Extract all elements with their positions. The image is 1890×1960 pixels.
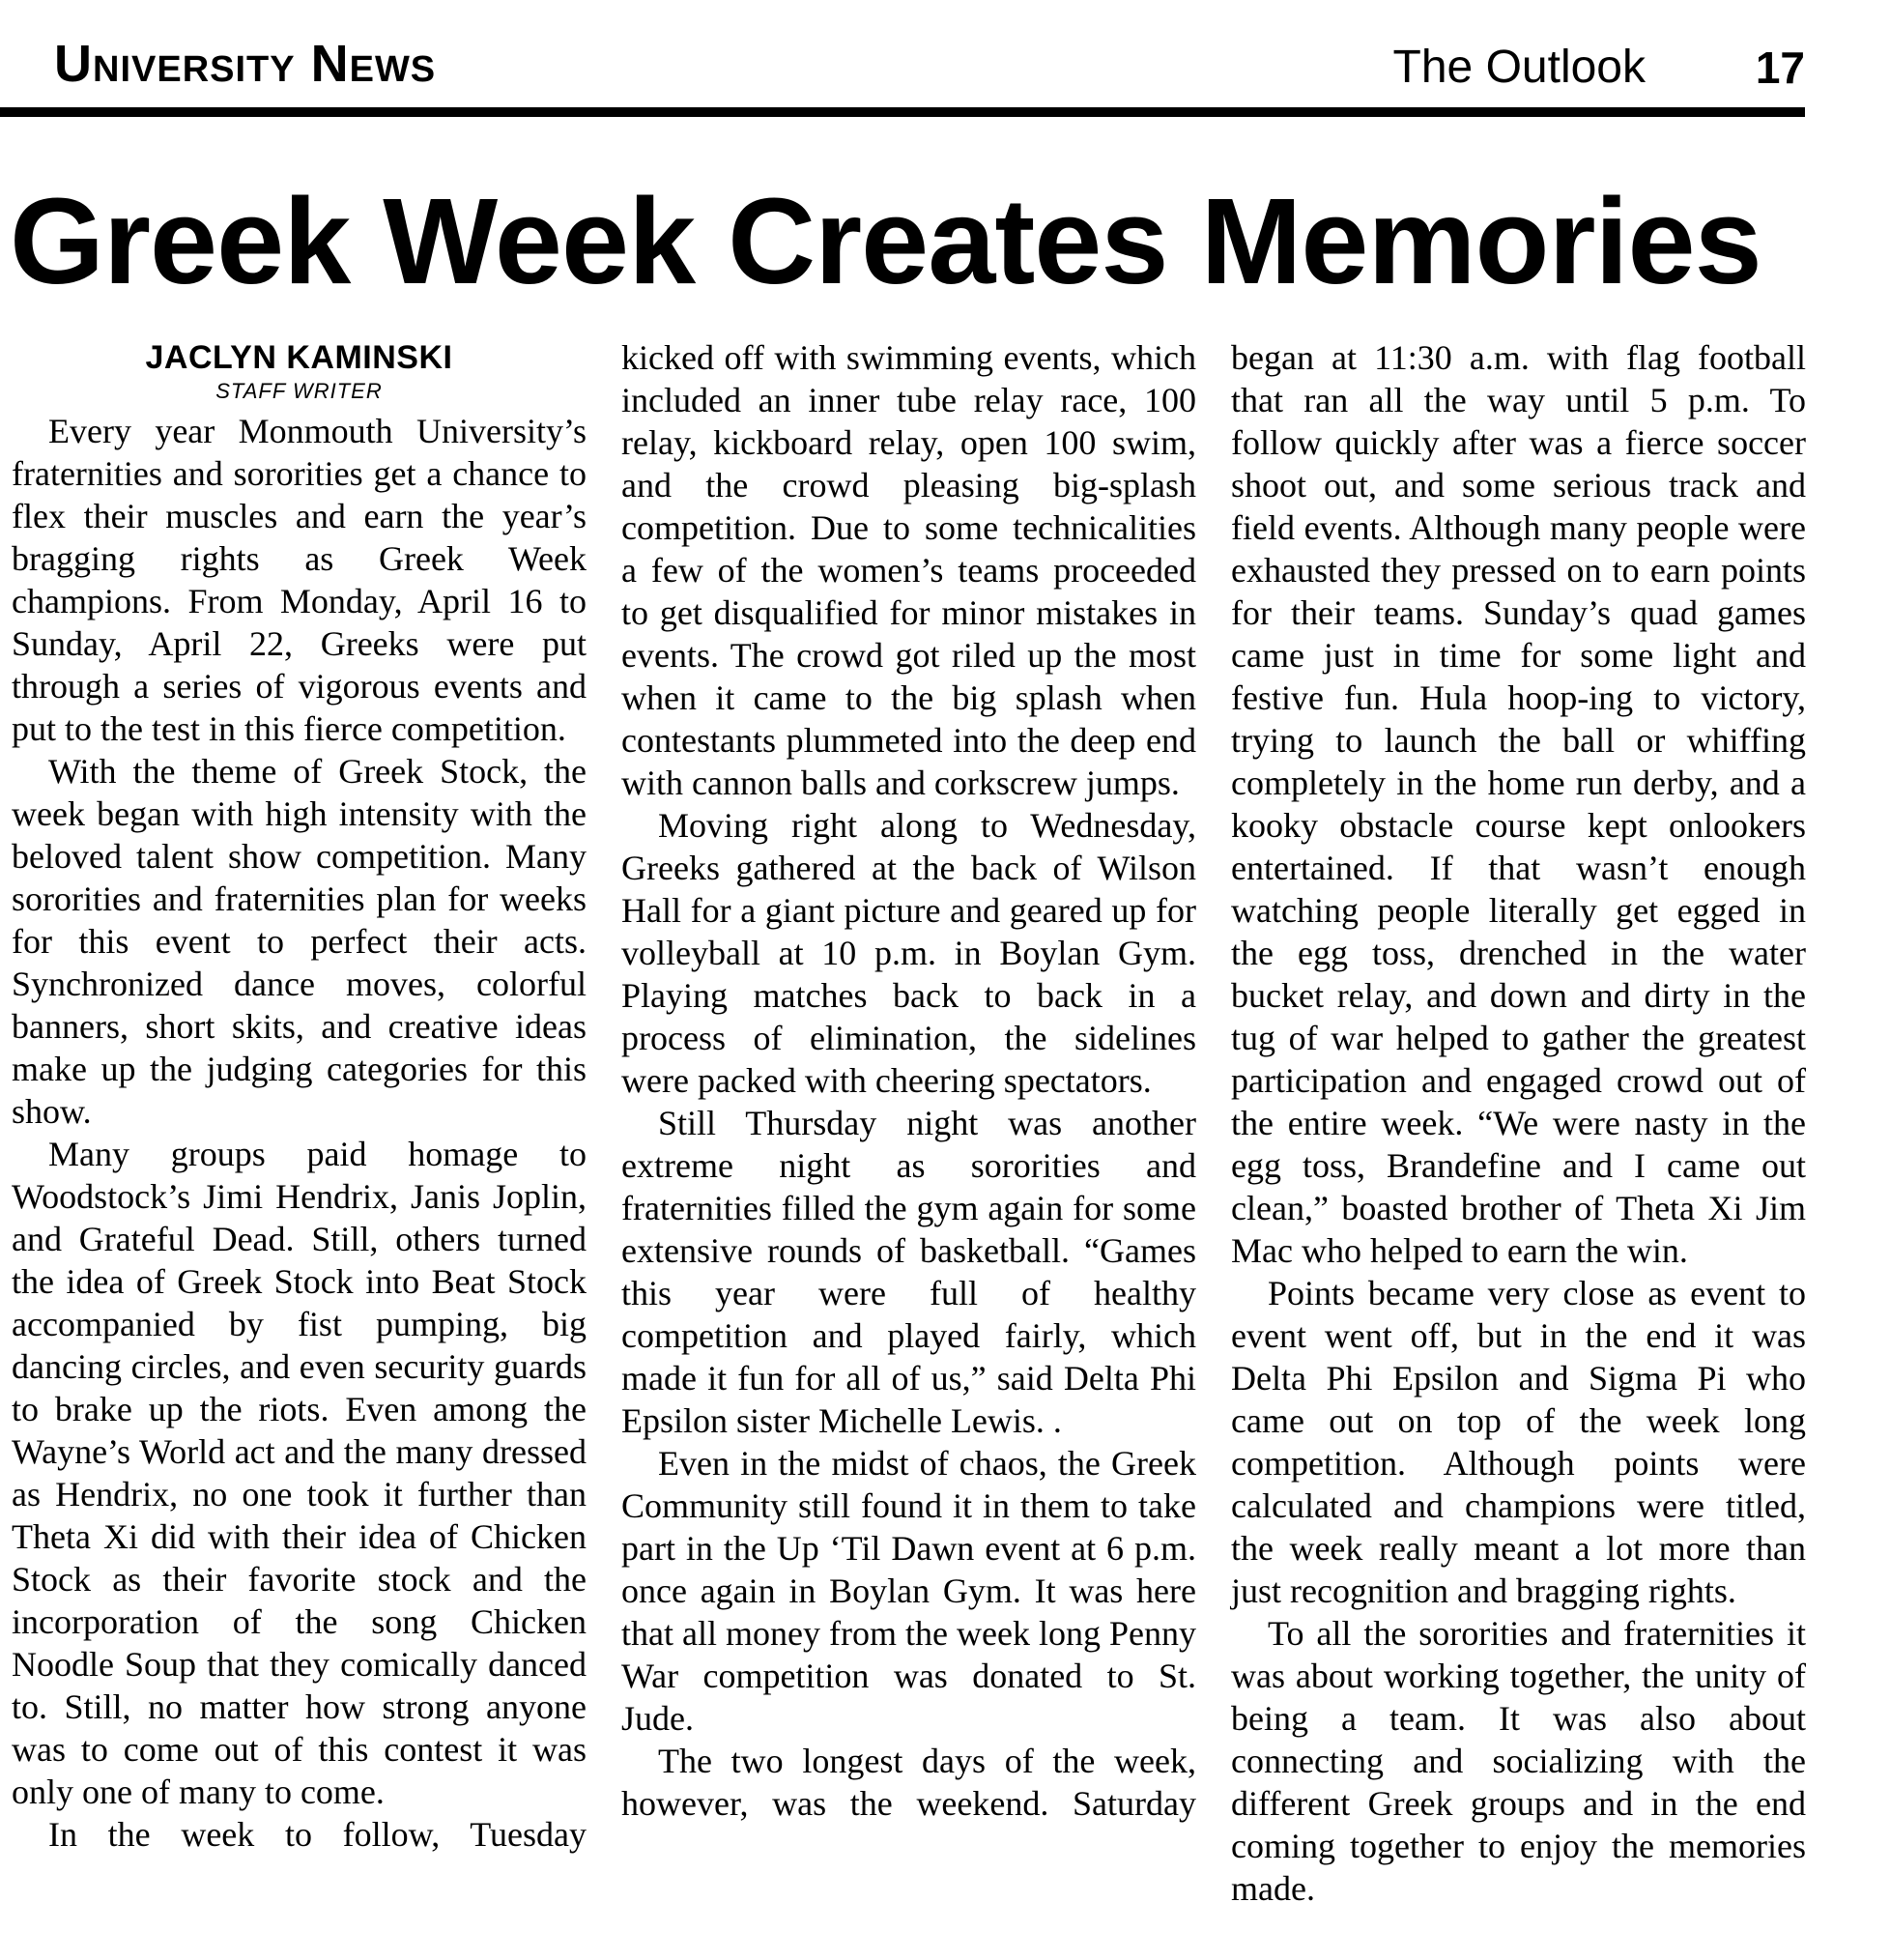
byline <box>12 336 587 404</box>
article-paragraph: Many groups paid homage to Woodstock’s Jimi Hendrix, Janis Joplin, and Grateful Dead. Still, others turned the idea of Greek Stock into Beat Stock accompanied by fist pumping, big dancing circles, and even security guards to brake up the riots. Even among the Wayne’s World act and the many dressed as Hendrix, no one took it further than Theta Xi did with their idea of Chicken Stock as their favorite stock and the incorporation of the song Chicken Noodle Soup that they comically danced to. Still, no matter how strong anyone was to come out of this contest it was only one of many to come. <box>12 1135 587 1811</box>
author-title: STAFF WRITER <box>215 379 383 403</box>
article-paragraph: Even in the midst of chaos, the Greek Community still found it in them to take part in the Up ‘Til Dawn event at 6 p.m. once again in Boylan Gym. It was here that all money from the week long Penny War competition was donated to St. Jude. <box>621 1444 1196 1738</box>
article-paragraph: The two longest days of the week, however, was the weekend. Saturday <box>621 1742 1196 1823</box>
section-name: University News <box>54 35 437 93</box>
article-paragraph: began at 11:30 a.m. with flag football that ran all the way until 5 p.m. To follow quickly after was a fierce soccer shoot out, and some serious track and field events. Although many people were exhausted they pressed on to earn points for their teams. Sunday’s quad games came just in time for some light and festive fun. Hula hoop-ing to victory, trying to launch the ball or whiffing completely in the home run derby, and a kooky obstacle course kept onlookers entertained. If that wasn’t enough watching people literally get egged in the egg toss, drenched in the water bucket relay, and down and dirty in the tug of war helped to gather the greatest participation and engaged crowd out of the entire week. “We were nasty in the egg toss, Brandefine and I came out clean,” boasted brother of Theta Xi Jim Mac who helped to earn the win. <box>1231 338 1806 1270</box>
newspaper-name: The Outlook <box>1392 42 1646 93</box>
article-paragraph: To all the sororities and fraternities it was about working together, the unity of being a team. It was also about connecting and socializing with the different Greek groups and in the end coming together to enjoy the memories made. <box>1231 1614 1806 1908</box>
article-column-3 <box>1231 336 1806 1910</box>
article-paragraph: kicked off with swimming events, which included an inner tube relay race, 100 relay, kickboard relay, open 100 swim, and the crowd pleasing big-splash competition. Due to some technicalities a few of the women’s teams proceeded to get disqualified for minor mistakes in events. The crowd got riled up the most when it came to the big splash when contestants plummeted into the deep end with cannon balls and corkscrew jumps. <box>621 338 1196 802</box>
article-column-2 <box>621 336 1196 1825</box>
article-paragraph: Moving right along to Wednesday, Greeks gathered at the back of Wilson Hall for a giant picture and geared up for volleyball at 10 p.m. in Boylan Gym. Playing matches back to back in a process of elimination, the sidelines were packed with cheering spectators. <box>621 806 1196 1100</box>
article-paragraph: Every year Monmouth University’s fraternities and sororities get a chance to flex their muscles and earn the year’s bragging rights as Greek Week champions. From Monday, April 16 to Sunday, April 22, Greeks were put through a series of vigorous events and put to the test in this fierce competition. <box>12 412 587 748</box>
page-number: 17 <box>1755 43 1805 93</box>
article-paragraph: With the theme of Greek Stock, the week began with high intensity with the beloved talent show competition. Many sororities and fraternities plan for weeks for this event to perfect their acts. Synchronized dance moves, colorful banners, short skits, and creative ideas make up the judging categories for this show. <box>12 752 587 1131</box>
page-header <box>54 35 1805 93</box>
header-divider <box>0 107 1805 117</box>
article-paragraph: In the week to follow, Tuesday <box>48 1815 587 1854</box>
article-headline: Greek Week Creates Memories <box>10 173 1761 309</box>
article-paragraph: Points became very close as event to event went off, but in the end it was Delta Phi Epsilon and Sigma Pi who came out on top of the week long competition. Although points were calculated and champions were titled, the week really meant a lot more than just recognition and bragging rights. <box>1231 1274 1806 1610</box>
article-column-1 <box>12 336 587 1856</box>
author-name: JACLYN KAMINSKI <box>145 339 453 376</box>
article-paragraph: Still Thursday night was another extreme night as sororities and fraternities filled the gym again for some extensive rounds of basketball. “Games this year were full of healthy competition and played fairly, which made it fun for all of us,” said Delta Phi Epsilon sister Michelle Lewis. . <box>621 1104 1196 1440</box>
